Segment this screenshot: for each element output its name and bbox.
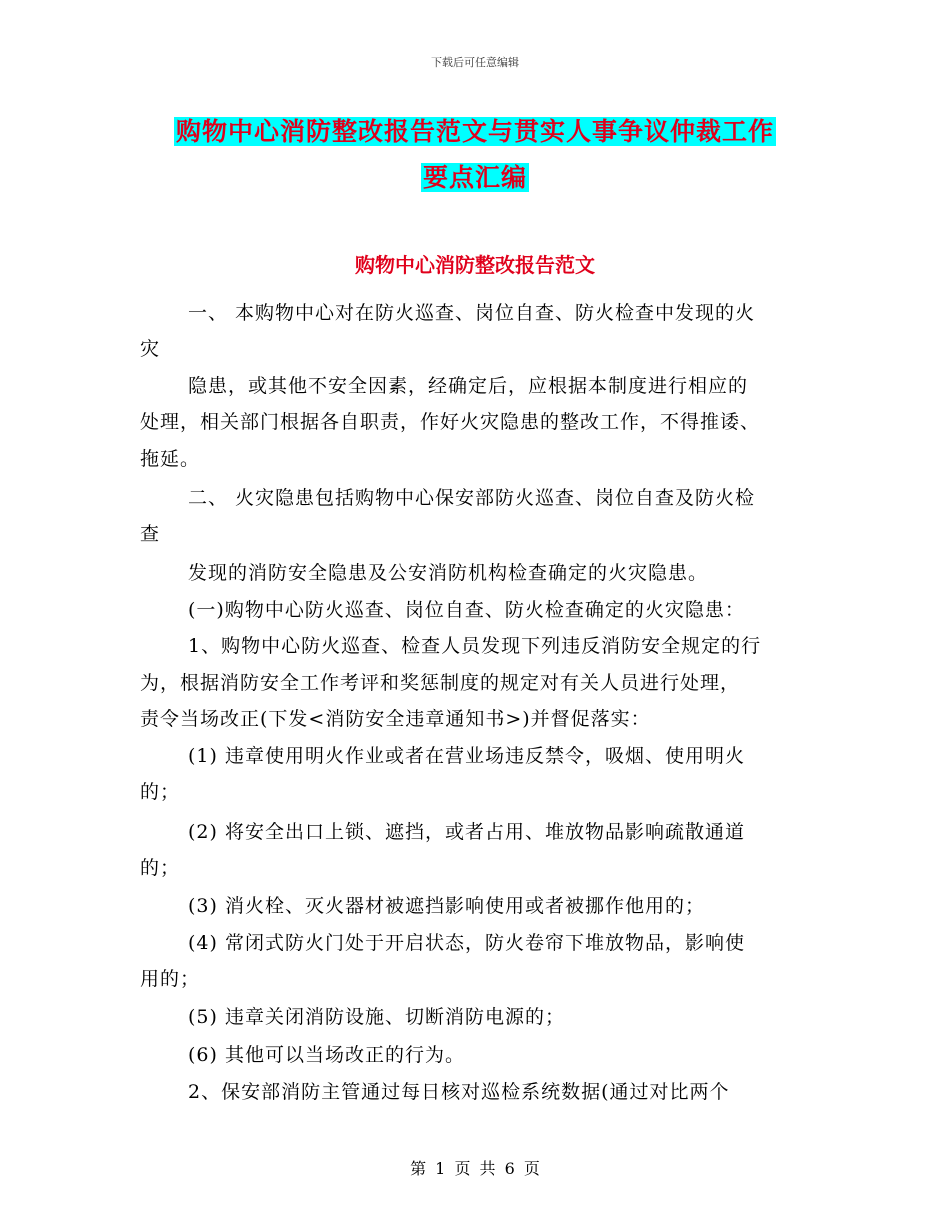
document-title-line-2: 要点汇编	[422, 163, 527, 192]
body-line: 查	[140, 523, 161, 545]
document-title-line-1: 购物中心消防整改报告范文与贯实人事争议仲裁工作	[175, 117, 774, 146]
body-line: 责令当场改正(下发<消防安全违章通知书>)并督促落实：	[140, 708, 651, 730]
body-line: 隐患，或其他不安全因素，经确定后，应根据本制度进行相应的	[188, 375, 749, 397]
body-line: 一、 本购物中心对在防火巡查、岗位自查、防火检查中发现的火	[188, 302, 756, 324]
body-line: 用的；	[140, 968, 201, 990]
body-line: (1) 违章使用明火作业或者在营业场违反禁令，吸烟、使用明火	[188, 745, 745, 767]
body-line: (2) 将安全出口上锁、遮挡，或者占用、堆放物品影响疏散通道	[188, 821, 745, 843]
body-line: 灾	[140, 338, 161, 360]
body-line: (3) 消火栓、灭火器材被遮挡影响使用或者被挪作他用的；	[188, 895, 705, 917]
body-line: 的；	[140, 857, 181, 879]
body-line: (5) 违章关闭消防设施、切断消防电源的；	[188, 1006, 565, 1028]
body-line: 发现的消防安全隐患及公安消防机构检查确定的火灾隐患。	[188, 562, 709, 584]
body-line: 拖延。	[140, 448, 201, 470]
body-line: (一)购物中心防火巡查、岗位自查、防火检查确定的火灾隐患：	[188, 599, 745, 621]
section-title: 购物中心消防整改报告范文	[355, 253, 595, 277]
body-line: 二、 火灾隐患包括购物中心保安部防火巡查、岗位自查及防火检	[188, 487, 756, 509]
body-line: 的；	[140, 781, 181, 803]
header-note: 下载后可任意编辑	[431, 56, 519, 69]
body-line: 1、购物中心防火巡查、检查人员发现下列违反消防安全规定的行	[188, 635, 762, 657]
body-line: (6) 其他可以当场改正的行为。	[188, 1044, 465, 1066]
page-footer: 第 1 页 共 6 页	[410, 1159, 540, 1178]
body-line: 为，根据消防安全工作考评和奖惩制度的规定对有关人员进行处理，	[140, 672, 741, 694]
body-line: 2、保安部消防主管通过每日核对巡检系统数据(通过对比两个	[188, 1081, 730, 1103]
body-line: (4) 常闭式防火门处于开启状态，防火卷帘下堆放物品，影响使	[188, 932, 745, 954]
body-line: 处理，相关部门根据各自职责，作好火灾隐患的整改工作，不得推诿、	[140, 411, 761, 433]
